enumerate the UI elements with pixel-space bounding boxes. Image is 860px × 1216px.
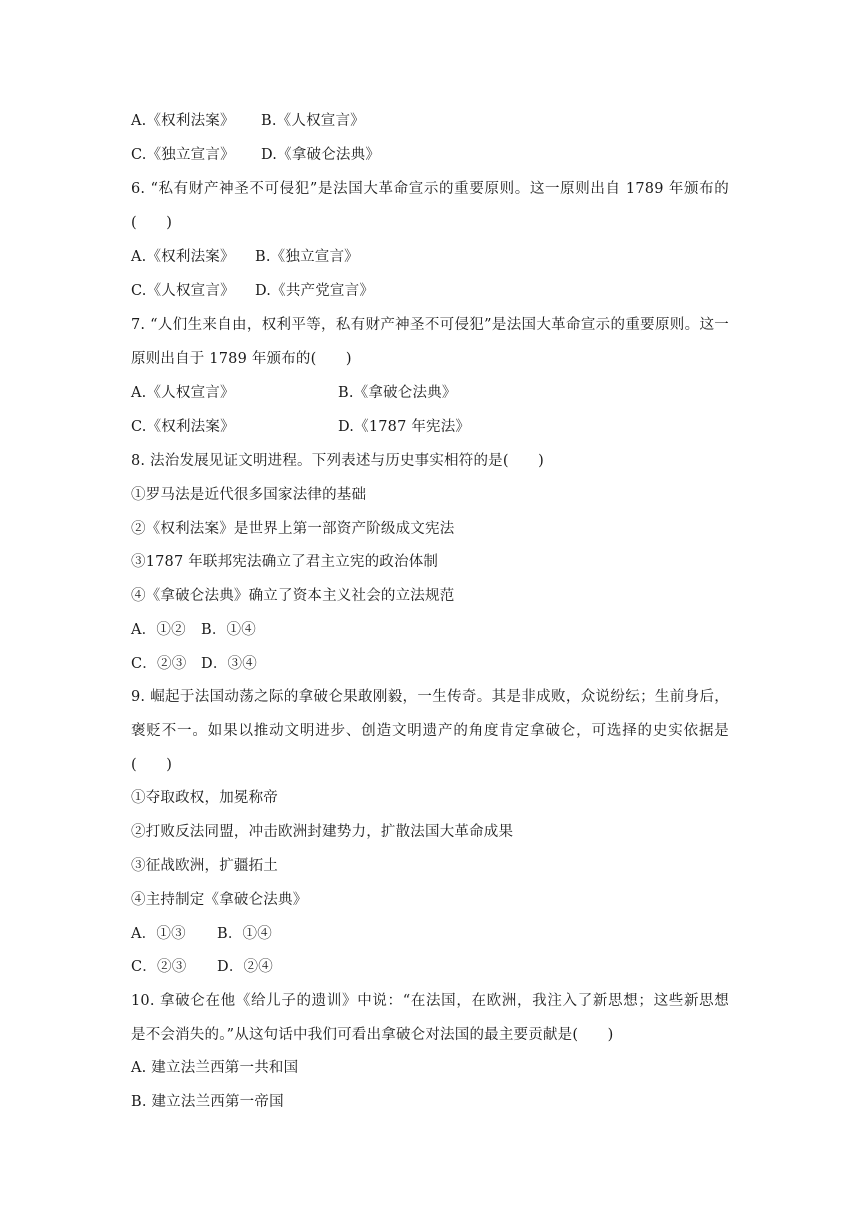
- q9-stem-line3: ( ): [131, 757, 173, 773]
- q8-option-c: C．②③: [131, 656, 187, 672]
- q9-option-c: C．②③: [131, 959, 187, 975]
- q5-option-d: D.《拿破仑法典》: [261, 147, 381, 163]
- q8-item-4: ④《拿破仑法典》确立了资本主义社会的立法规范: [131, 588, 455, 604]
- q7-stem-line1: 7. “人们生来自由，权利平等，私有财产神圣不可侵犯”是法国大革命宣示的重要原则。这一: [131, 317, 729, 333]
- q9-options-row1: [131, 924, 272, 944]
- q8-stem: 8. 法治发展见证文明进程。下列表述与历史事实相符的是( ): [131, 453, 544, 469]
- q7-option-b: B.《拿破仑法典》: [338, 385, 457, 401]
- q6-option-a: A.《权利法案》: [131, 249, 235, 265]
- q8-item-1: ①罗马法是近代很多国家法律的基础: [131, 487, 367, 503]
- q10-option-a: A. 建立法兰西第一共和国: [131, 1060, 299, 1076]
- q8-options-row1: [131, 620, 256, 640]
- q9-option-b: B．①④: [217, 926, 272, 942]
- q9-item-4: ④主持制定《拿破仑法典》: [131, 892, 308, 908]
- q5-options-row1: [131, 111, 365, 131]
- q6-options-row2: [131, 281, 374, 301]
- q8-option-a: A．①②: [131, 622, 186, 638]
- q10-option-b: B. 建立法兰西第一帝国: [131, 1094, 284, 1110]
- q7-stem-line2: 原则出自于 1789 年颁布的( ): [131, 351, 352, 367]
- q7-options-row2: [131, 417, 470, 437]
- q6-stem-line2: ( ): [131, 215, 173, 231]
- q9-item-2: ②打败反法同盟，冲击欧洲封建势力，扩散法国大革命成果: [131, 824, 514, 840]
- q5-options-row2: [131, 145, 380, 165]
- q5-option-c: C.《独立宣言》: [131, 147, 235, 163]
- q9-option-a: A．①③: [131, 926, 186, 942]
- q9-stem-line1: 9. 崛起于法国动荡之际的拿破仑果敢刚毅，一生传奇。其是非成败，众说纷纭；生前身后，: [131, 689, 729, 705]
- q10-stem-line2: 是不会消失的。”从这句话中我们可看出拿破仑对法国的最主要贡献是( ): [131, 1027, 614, 1043]
- q8-option-d: D．③④: [201, 656, 257, 672]
- q10-stem-line1: 10. 拿破仑在他《给儿子的遗训》中说：“在法国，在欧洲，我注入了新思想；这些新思想: [131, 993, 729, 1009]
- q6-option-b: B.《独立宣言》: [255, 249, 359, 265]
- q6-stem-line1: 6. “私有财产神圣不可侵犯”是法国大革命宣示的重要原则。这一原则出自 1789 年颁布的: [131, 181, 729, 197]
- q6-options-row1: [131, 247, 359, 267]
- q5-option-a: A.《权利法案》: [131, 113, 235, 129]
- q7-option-c: C.《权利法案》: [131, 419, 235, 435]
- q6-option-c: C.《人权宣言》: [131, 283, 235, 299]
- q9-item-3: ③征战欧洲，扩疆拓土: [131, 858, 278, 874]
- q7-options-row1: [131, 383, 457, 403]
- q6-option-d: D.《共产党宣言》: [255, 283, 375, 299]
- q8-item-3: ③1787 年联邦宪法确立了君主立宪的政治体制: [131, 554, 439, 570]
- q9-option-d: D．②④: [217, 959, 273, 975]
- q7-option-a: A.《人权宣言》: [131, 385, 235, 401]
- q8-item-2: ②《权利法案》是世界上第一部资产阶级成文宪法: [131, 521, 455, 537]
- q8-option-b: B．①④: [201, 622, 256, 638]
- q9-stem-line2: 褒贬不一。如果以推动文明进步、创造文明遗产的角度肯定拿破仑，可选择的史实依据是: [131, 723, 729, 739]
- q5-option-b: B.《人权宣言》: [261, 113, 365, 129]
- q8-options-row2: [131, 654, 257, 674]
- q7-option-d: D.《1787 年宪法》: [338, 419, 471, 435]
- q9-options-row2: [131, 957, 273, 977]
- q9-item-1: ①夺取政权，加冕称帝: [131, 790, 278, 806]
